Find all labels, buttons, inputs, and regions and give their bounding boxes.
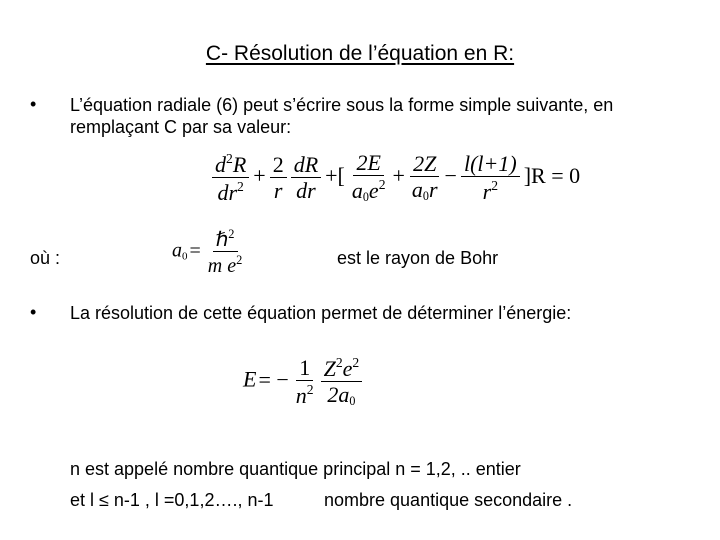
bullet-marker: • — [30, 94, 37, 114]
principal-quantum-number-line: n est appelé nombre quantique principal n = 1,2, .. entier — [70, 459, 521, 479]
page-title: C- Résolution de l’équation en R: — [205, 42, 515, 65]
paragraph-line: remplaçant C par sa valeur: — [70, 117, 292, 137]
energy-formula: E= − $\frac{1}{n^2}$ $\frac{Z^2e^2}{2a0}$ — [243, 356, 364, 407]
fraction-2-over-r: $\frac{2}{r}$ — [270, 154, 287, 202]
secondary-quantum-number-range: et l ≤ n-1 , l =0,1,2…., n-1 — [70, 490, 274, 510]
fraction-dR-dr: $\frac{dR}{dr}$ — [291, 154, 321, 202]
fraction-hbar2-over-me2: $\frac{\hbar^2}{m e^2}$ — [207, 227, 243, 278]
paragraph-radial-equation — [70, 94, 613, 138]
fraction-2Z-over-a0r: $\frac{2Z}{a0r}$ — [411, 151, 438, 204]
radial-equation: $\frac{d^2R}{dr^2}$ + $\frac{2}{r}$ $\frac{dR}{dr}$ +[ $\frac{2E}{a0e^2}$ + $\frac{2Z}{a0r}$ − $\frac{l(l+1)}{r^2}$ ]R = 0 — [210, 152, 582, 204]
fraction-Z2e2-over-2a0: $\frac{Z^2e^2}{2a0}$ — [321, 356, 363, 407]
fraction-2E-over-a0e2: $\frac{2E}{a0e^2}$ — [351, 150, 386, 205]
bullet-marker: • — [30, 302, 37, 322]
secondary-quantum-number-label: nombre quantique secondaire . — [324, 490, 573, 510]
fraction-1-over-n2: $\frac{1}{n^2}$ — [295, 354, 314, 408]
bohr-radius-description: est le rayon de Bohr — [337, 248, 499, 268]
fraction-d2R-dr2: $\frac{d^2R}{dr^2}$ — [212, 152, 249, 204]
paragraph-line: L’équation radiale (6) peut s’écrire sous la forme simple suivante, en — [70, 95, 614, 115]
bohr-radius-formula: a0 = $\frac{\hbar^2}{m e^2}$ — [172, 228, 247, 276]
paragraph-energy: La résolution de cette équation permet de déterminer l’énergie: — [70, 303, 572, 323]
where-label: où : — [30, 248, 61, 268]
fraction-l-l-plus-1-over-r2: $\frac{l(l+1)}{r^2}$ — [461, 153, 520, 203]
